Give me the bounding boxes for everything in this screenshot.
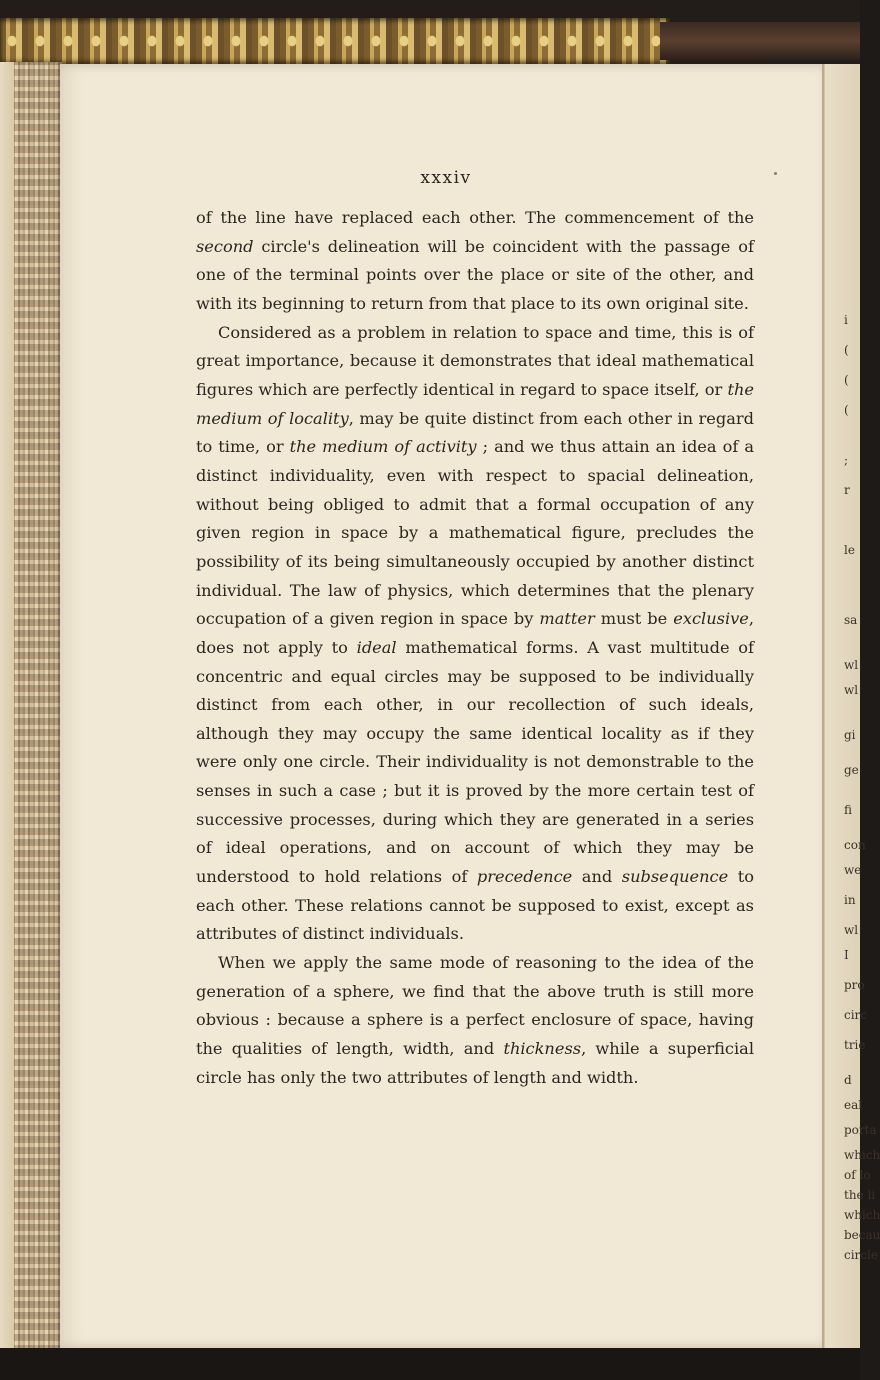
binding-edge (660, 22, 860, 60)
text-run: ; and we thus attain an idea of a distinct individuality, even with respect to spacial delineation, without being obliged to admit that a formal occupation of any given region in space by a mathematical figure, precludes the possibility of its being simultaneously occupied by another distinct individual. The law of physics, which determines that the plenary occupation of a given region in space by (196, 437, 754, 629)
facing-page-fragment: ge (844, 763, 859, 777)
text-run: Considered as a problem in relation to space and time, this is of great importance, because it demonstrates that ideal mathematical figures which are perfectly identical in regard to space itself, or (196, 322, 754, 399)
italic-phrase: matter (539, 609, 595, 629)
paragraph-3 (196, 949, 754, 1092)
gilt-headband (0, 18, 670, 64)
facing-page-fragment: the li (844, 1188, 876, 1202)
text-run: must be (594, 609, 674, 629)
italic-phrase: ideal (356, 637, 397, 657)
text-run: mathematical forms. A vast multitude of concentric and equal circles may be supposed to be individually distinct from each other, in our recollection of such ideals, although they may occupy the same identical locality as if they were only one circle. Their individuality is not demonstrable to the senses in such a case ; but it is proved by the more certain test of successive processes, during which they are generated in a series of ideal operations, and on account of which they may be understood to hold relations of (196, 637, 755, 887)
italic-phrase: thickness (503, 1039, 582, 1059)
facing-page-fragment: I (844, 948, 849, 962)
facing-page-fragment: con (844, 838, 866, 852)
italic-phrase: precedence (476, 867, 573, 887)
text-run: and (572, 867, 622, 887)
italic-phrase: second (196, 236, 254, 256)
facing-page-fragment: ( (844, 343, 849, 357)
facing-page-fragment: eal (844, 1098, 863, 1112)
facing-page-fragment: ; (844, 453, 849, 467)
scan-bottom-background (0, 1348, 860, 1380)
facing-page-fragment: wl (844, 683, 859, 697)
facing-page-fragment: le (844, 543, 855, 557)
text-run: , does not apply to (196, 609, 755, 657)
italic-phrase: exclusive (673, 609, 749, 629)
text-run: to each other. These relations cannot be supposed to exist, except as attributes of distinct individuals. (196, 867, 754, 944)
facing-page-fragment: fi (844, 803, 853, 817)
facing-page-fragment: ( (844, 373, 849, 387)
text-run: of the line have replaced each other. The commencement of the (196, 208, 754, 227)
text-run: circle's delineation will be coincident with the passage of one of the terminal points over the place or site of the other, and with its beginning to return from that place to its own original site. (196, 236, 754, 313)
facing-page-fragment: in (844, 893, 856, 907)
italic-phrase: the medium of locality (196, 379, 754, 428)
facing-page-fragment: i (844, 313, 848, 327)
facing-page-fragment: of lo (844, 1168, 871, 1182)
facing-page-fragment: sa (844, 613, 858, 627)
text-run: , may be quite distinct from each other in regard to time, or (196, 408, 754, 457)
page-number: xxxiv (420, 168, 472, 188)
page-body-text (196, 204, 754, 1092)
facing-page-fragment: trie (844, 1038, 866, 1052)
facing-page-fragment: we (844, 863, 862, 877)
text-run: , while a superficial circle has only the two attributes of length and width. (196, 1039, 755, 1087)
facing-page-fragment: which (844, 1148, 880, 1162)
facing-page-fragment: becau (844, 1228, 880, 1242)
facing-page-fragment: r (844, 483, 850, 497)
facing-page-fragment: which (844, 1208, 880, 1222)
facing-page-edge (822, 64, 880, 1348)
facing-page-fragment: circ (844, 1008, 868, 1022)
page-edge-highlight (0, 62, 14, 1352)
italic-phrase: the medium of activity (289, 437, 477, 457)
paragraph-1 (196, 204, 754, 319)
facing-page-fragment: ( (844, 403, 849, 417)
text-run: When we apply the same mode of reasoning to the idea of the generation of a sphere, we find that the above truth is still more obvious : because a sphere is a perfect enclosure of space, having the qualities of length, width, and (196, 953, 754, 1059)
facing-page-fragment: wl (844, 658, 859, 672)
facing-page-fragment: d (844, 1073, 852, 1087)
facing-page-fragment: wl (844, 923, 859, 937)
facing-page-fragment: porta (844, 1123, 877, 1137)
facing-page-fragment: pro (844, 978, 865, 992)
italic-phrase: subsequence (621, 867, 729, 887)
facing-page-fragment: circle (844, 1248, 878, 1262)
paragraph-2 (196, 319, 754, 949)
facing-page-fragment: gi (844, 728, 856, 742)
